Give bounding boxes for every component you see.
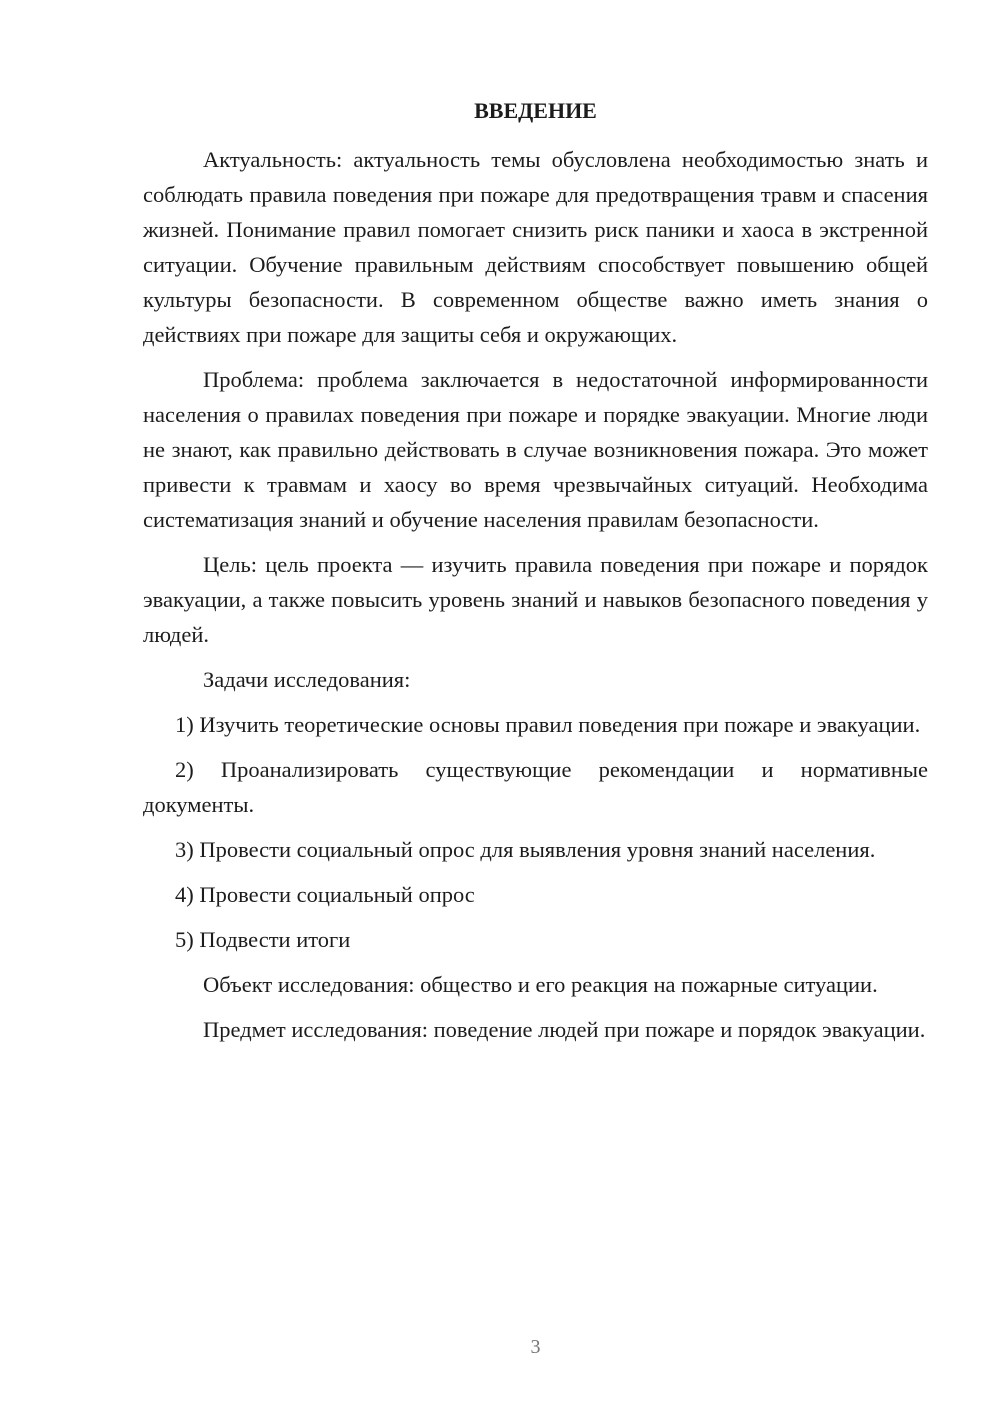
page-number: 3 bbox=[530, 1336, 541, 1358]
problem-paragraph: Проблема: проблема заключается в недостаточной информированности населения о правилах поведения при пожаре и порядке эвакуации. Многие люди не знают, как правильно действовать в случае возникновения пожара. Это может привести к травмам и хаосу во время чрезвычайных ситуаций. Необходима систематизация знаний и обучение населения правилам безопасности. bbox=[143, 367, 928, 532]
relevance-paragraph: Актуальность: актуальность темы обусловлена необходимостью знать и соблюдать правила поведения при пожаре для предотвращения травм и спасения жизней. Понимание правил помогает снизить риск паники и хаоса в экстренной ситуации. Обучение правильным действиям способствует повышению общей культуры безопасности. В современном обществе важно иметь знания о действиях при пожаре для защиты себя и окружающих. bbox=[143, 147, 928, 347]
task-item-3: 3) Провести социальный опрос для выявления уровня знаний населения. bbox=[175, 837, 876, 862]
goal-paragraph: Цель: цель проекта — изучить правила поведения при пожаре и порядок эвакуации, а также повысить уровень знаний и навыков безопасного поведения у людей. bbox=[143, 552, 928, 647]
page-title: ВВЕДЕНИЕ bbox=[474, 98, 597, 123]
document-body bbox=[143, 142, 928, 1057]
task-item-1: 1) Изучить теоретические основы правил поведения при пожаре и эвакуации. bbox=[175, 712, 921, 737]
object-paragraph: Объект исследования: общество и его реакция на пожарные ситуации. bbox=[203, 972, 878, 997]
task-item-4: 4) Провести социальный опрос bbox=[175, 882, 475, 907]
subject-paragraph: Предмет исследования: поведение людей при пожаре и порядок эвакуации. bbox=[203, 1017, 926, 1042]
tasks-heading: Задачи исследования: bbox=[203, 667, 411, 692]
task-item-2: 2) Проанализировать существующие рекомендации и нормативные документы. bbox=[143, 757, 928, 817]
task-item-5: 5) Подвести итоги bbox=[175, 927, 351, 952]
